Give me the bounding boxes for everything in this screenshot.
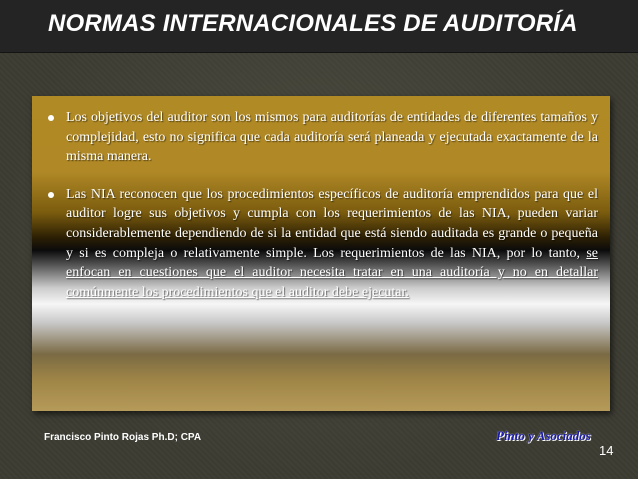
- bullet-text: Los objetivos del auditor son los mismos para auditorías de entidades de diferentes tamaños y complejidad, esto no significa que cada auditoría será planeada y ejecutada exactamente de la misma manera.: [66, 110, 598, 165]
- bullet-text-underlined: se enfocan en cuestiones que el auditor necesita tratar en una auditoría y no en detallar comúnmente los procedimientos que el auditor debe ejecutar.: [66, 245, 598, 300]
- bullet-dot-icon: [48, 115, 54, 121]
- title-bar: [0, 0, 638, 53]
- bullet-item-1: [46, 108, 598, 167]
- content-panel: [32, 96, 610, 411]
- bullet-dot-icon: [48, 192, 54, 198]
- bullet-list: [46, 108, 598, 320]
- footer-brand-logo: Pinto y Asociados: [496, 428, 591, 443]
- bullet-text-plain: Las NIA reconocen que los procedimientos específicos de auditoría emprendidos para que el auditor logre sus objetivos y cumpla con los requerimientos de las NIA, pueden variar considerablemente dependiendo de si la entidad que está siendo auditada es grande o pequeña y si es compleja o relativamente simple. Los requerimientos de las NIA, por lo tanto,: [66, 186, 598, 261]
- page-number: 14: [599, 443, 614, 458]
- bullet-text: [66, 185, 598, 303]
- slide-title: NORMAS INTERNACIONALES DE AUDITORÍA: [48, 10, 578, 37]
- bullet-item-2: [46, 185, 598, 303]
- footer-author: Francisco Pinto Rojas Ph.D; CPA: [44, 432, 202, 443]
